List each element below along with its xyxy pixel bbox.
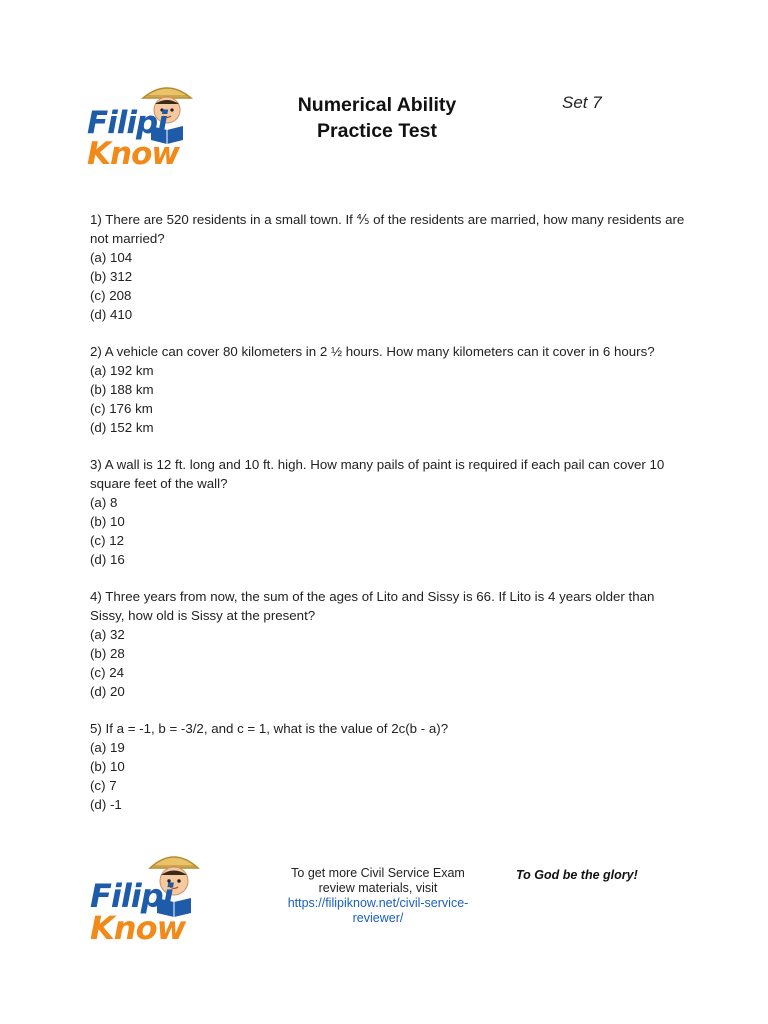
- option: (a) 8: [90, 495, 118, 510]
- option: (c) 7: [90, 778, 117, 793]
- question-item: [90, 342, 690, 437]
- set-label: Set 7: [562, 93, 602, 112]
- question-text: 3) A wall is 12 ft. long and 10 ft. high. How many pails of paint is required if each pail can cover 10 square feet of the wall?: [90, 457, 665, 491]
- footer-glory: To God be the glory!: [516, 868, 638, 882]
- option: (b) 312: [90, 269, 133, 284]
- question-list: [90, 210, 690, 832]
- footer-info: [280, 866, 476, 926]
- question-text: 5) If a = -1, b = -3/2, and c = 1, what is the value of 2c(b - a)?: [90, 721, 449, 736]
- option: (a) 192 km: [90, 363, 154, 378]
- option: (c) 12: [90, 533, 124, 548]
- question-item: [90, 455, 690, 569]
- option: (a) 19: [90, 740, 125, 755]
- question-text: 1) There are 520 residents in a small town. If ⅘ of the residents are married, how many residents are not married?: [90, 212, 685, 246]
- filipiknow-logo: [85, 74, 257, 172]
- option: (c) 176 km: [90, 401, 153, 416]
- logo-text-filipi: Filipi: [87, 105, 167, 141]
- option: (b) 28: [90, 646, 125, 661]
- title-line-2: Practice Test: [317, 120, 437, 142]
- option: (b) 10: [90, 514, 125, 529]
- option: (b) 10: [90, 759, 125, 774]
- logo-text-know: Know: [87, 136, 180, 172]
- option: (d) 152 km: [90, 420, 154, 435]
- option: (a) 104: [90, 250, 133, 265]
- page-title: [262, 92, 492, 144]
- option: (a) 32: [90, 627, 125, 642]
- option: (d) -1: [90, 797, 122, 812]
- option: (c) 208: [90, 288, 132, 303]
- footer-logo-text-filipi: Filipi: [90, 877, 173, 915]
- question-item: [90, 587, 690, 701]
- footer-logo-text-know: Know: [90, 909, 186, 947]
- footer-info-text: To get more Civil Service Exam review materials, visit: [291, 866, 465, 895]
- option: (d) 20: [90, 684, 125, 699]
- footer-filipiknow-logo: [88, 842, 264, 947]
- option: (c) 24: [90, 665, 124, 680]
- question-item: [90, 210, 690, 324]
- question-text: 2) A vehicle can cover 80 kilometers in 2 ½ hours. How many kilometers can it cover in 6 hours?: [90, 344, 655, 359]
- option: (b) 188 km: [90, 382, 154, 397]
- option: (d) 410: [90, 307, 133, 322]
- title-line-1: Numerical Ability: [297, 94, 457, 116]
- question-item: [90, 719, 690, 814]
- question-text: 4) Three years from now, the sum of the ages of Lito and Sissy is 66. If Lito is 4 years older than Sissy, how old is Sissy at the present?: [90, 589, 655, 623]
- reviewer-link[interactable]: https://filipiknow.net/civil-service-reviewer/: [287, 896, 469, 925]
- option: (d) 16: [90, 552, 125, 567]
